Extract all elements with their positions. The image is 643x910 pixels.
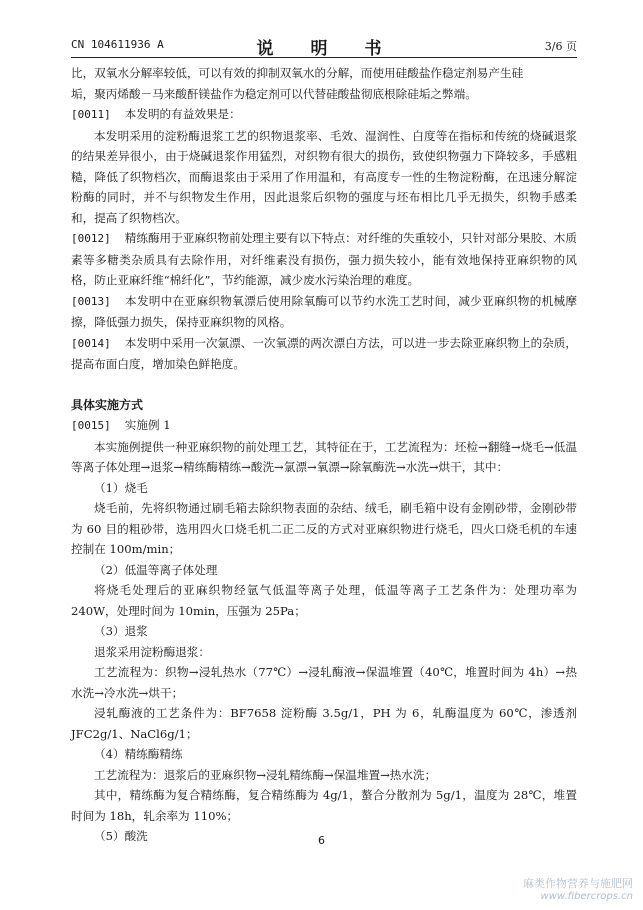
page-indicator: 3/6 页	[544, 40, 577, 53]
page-number: 6	[318, 834, 325, 847]
page-header	[71, 34, 577, 59]
site-watermark	[523, 875, 633, 902]
paragraph-text: 精练酶用于亚麻织物前处理主要有以下特点：对纤维的失重较小，只针对部分果胶、木质素等多糖类杂质具有去除作用，对纤维素没有损伤，强力损失较小，能有效地保持亚麻织物的风格，防止亚麻纤维“棉纤化”，节约能源，减少废水污染治理的难度。	[71, 231, 577, 287]
text-line: 比，双氧水分解率较低，可以有效的抑制双氧水的分解，而使用硅酸盐作稳定剂易产生硅	[71, 66, 524, 80]
watermark-site-name: 麻类作物营养与施肥网	[523, 877, 633, 890]
step-scouring-conditions: 其中，精练酶为复合精练酶，复合精练酶为 4g/1，螯合分散剂为 5g/1，温度为 28℃，堆置时间为 18h，轧余率为 110%；	[71, 788, 577, 823]
step-desizing-method: 退浆采用淀粉酶退浆：	[94, 644, 210, 659]
step-title-acid-wash: （5）酸洗	[94, 829, 148, 843]
paragraph-number: [0014]	[71, 336, 111, 350]
step-title-singeing: （1）烧毛	[94, 480, 148, 495]
example-heading: 实施例 1	[124, 418, 171, 432]
step-desizing-conditions: 浸轧酶液的工艺条件为：BF7658 淀粉酶 3.5g/1，PH 为 6，轧酶温度为 60℃，渗透剂 JFC2g/1、NaCl6g/1；	[71, 706, 577, 741]
paragraph-0015-body: 本实施例提供一种亚麻织物的前处理工艺，其特征在于，工艺流程为：坯检→翻缝→烧毛→低温等离子体处理→退浆→精练酶精练→酸洗→氯漂→氧漂→除氧酶洗→水洗→烘干，其中：	[71, 439, 577, 474]
patent-number: CN 104611936 A	[71, 38, 164, 51]
paragraph-text: 本发明中采用一次氯漂、一次氧漂的两次漂白方法，可以进一步去除亚麻织物上的杂质，提高布面白度，增加染色鲜艳度。	[71, 335, 577, 371]
paragraph-text: 本发明中在亚麻织物氧漂后使用除氧酶可以节约水洗工艺时间，减少亚麻织物的机械摩擦，降低强力损失，保持亚麻织物的风格。	[71, 293, 577, 329]
paragraph-0011-heading	[71, 104, 577, 126]
paragraph-0015-heading	[71, 415, 577, 437]
paragraph-0014	[71, 333, 577, 375]
step-scouring-flow: 工艺流程为：退浆后的亚麻织物→浸轧精练酶→保温堆置→热水洗；	[94, 767, 437, 782]
paragraph-0011-body: 本发明采用的淀粉酶退浆工艺的织物退浆率、毛效、湿润性、白度等在指标和传统的烧碱退浆的结果差异很小，由于烧碱退浆作用猛烈，对织物有很大的损伤，致使织物强力下降较多，手感粗糙，降低了织物档次，而酶退浆由于采用了作用温和，有高度专一性的生物淀粉酶，在迅速分解淀粉酶的同时，并不与织物发生作用，因此退浆后织物的强度与坯布相比几乎无损失，织物手感柔和，提高了织物档次。	[71, 128, 577, 225]
paragraph-0013	[71, 291, 577, 333]
step-title-plasma: （2）低温等离子体处理	[94, 562, 218, 577]
paragraph-number: [0015]	[71, 419, 111, 432]
paragraph-heading-text: 本发明的有益效果是：	[124, 107, 241, 121]
watermark-url: www.fibercrops.cn	[540, 891, 633, 902]
step-desizing-flow: 工艺流程为：织物→浸轧热水（77℃）→浸轧酶液→保温堆置（40℃，堆置时间为 4h）→热水洗→冷水洗→烘干；	[71, 665, 577, 700]
document-body	[71, 63, 577, 847]
step-body-plasma: 将烧毛处理后的亚麻织物经氩气低温等离子处理，低温等离子工艺条件为：处理功率为 240W，处理时间为 10min，压强为 25Pa；	[71, 583, 577, 618]
paragraph-0012	[71, 228, 577, 291]
paragraph-number: [0011]	[71, 108, 111, 121]
step-title-scouring: （4）精练酶精练	[94, 747, 183, 761]
paragraph-number: [0013]	[71, 294, 111, 308]
step-body-singeing: 烧毛前，先将织物通过刷毛箱去除织物表面的杂结、绒毛，刷毛箱中设有金刚砂带，金刚砂带为 60 目的粗砂带，选用四火口烧毛机二正二反的方式对亚麻织物进行烧毛，四火口烧毛机的车速控制在 100m/min；	[71, 501, 577, 556]
step-title-desizing: （3）退浆	[94, 624, 148, 638]
document-title: 说 明 书	[256, 39, 392, 59]
paragraph-number: [0012]	[71, 232, 111, 245]
header-rule	[71, 57, 577, 58]
text-line: 垢，聚丙烯酸－马来酸酐镁盐作为稳定剂可以代替硅酸盐彻底根除硅垢之弊端。	[71, 86, 477, 101]
section-title: 具体实施方式	[71, 397, 144, 412]
